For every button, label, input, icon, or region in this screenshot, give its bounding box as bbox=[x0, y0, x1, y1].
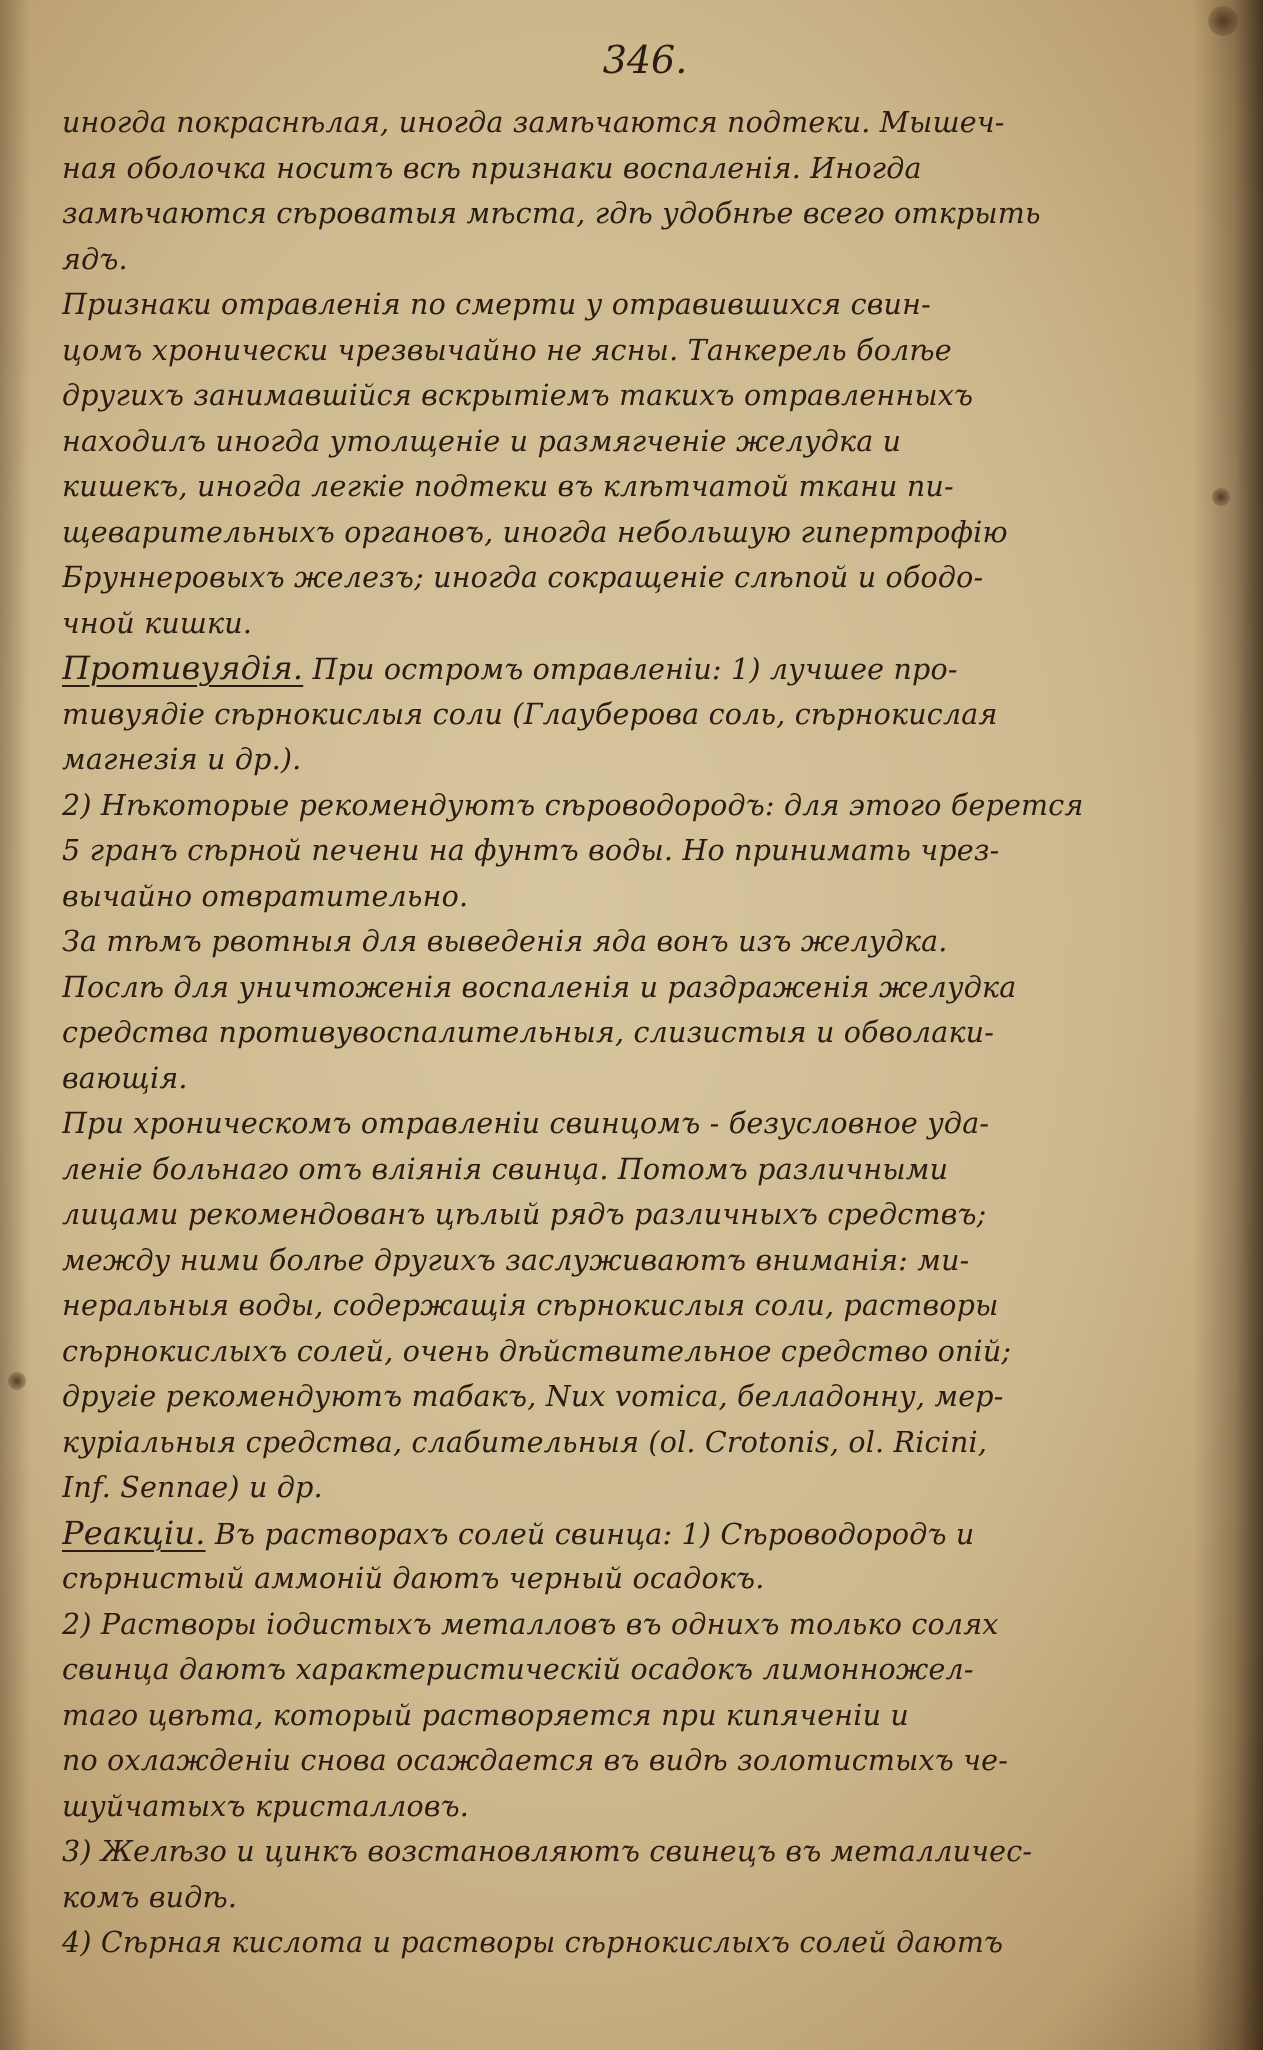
handwritten-text-block bbox=[62, 100, 1192, 1966]
line-text: При остромъ отравленіи: 1) лучшее про- bbox=[303, 653, 958, 686]
text-line bbox=[62, 874, 1192, 920]
line-text: кишекъ, иногда легкіе подтеки въ клѣтчатой ткани пи- bbox=[62, 470, 954, 503]
text-line bbox=[62, 1192, 1192, 1238]
text-line bbox=[62, 1238, 1192, 1284]
text-line bbox=[62, 783, 1192, 829]
line-text: по охлажденіи снова осаждается въ видѣ золотистыхъ че- bbox=[62, 1744, 1009, 1777]
text-line bbox=[62, 191, 1192, 237]
line-text: куріальныя средства, слабительныя (ol. Crotonis, ol. Ricini, bbox=[62, 1425, 988, 1459]
text-line bbox=[62, 1829, 1192, 1875]
line-text: щеварительныхъ органовъ, иногда небольшую гипертрофію bbox=[62, 515, 1008, 549]
line-text: шуйчатыхъ кристалловъ. bbox=[62, 1789, 470, 1823]
text-line bbox=[62, 1465, 1192, 1511]
line-text: таго цвѣта, который растворяется при кипяченіи и bbox=[62, 1698, 909, 1732]
ink-stain-right bbox=[1212, 488, 1230, 506]
page-edge-shadow bbox=[0, 0, 30, 2050]
line-text: цомъ хронически чрезвычайно не ясны. Танкерель болѣе bbox=[62, 333, 952, 367]
line-text: ядъ. bbox=[62, 242, 128, 276]
line-text: тивуядіе сѣрнокислыя соли (Глауберова соль, сѣрнокислая bbox=[62, 697, 998, 731]
text-line bbox=[62, 1147, 1192, 1193]
text-line bbox=[62, 692, 1192, 738]
line-text: средства противувоспалительныя, слизистыя и обволаки- bbox=[62, 1016, 995, 1049]
text-line bbox=[62, 1420, 1192, 1466]
line-text: Признаки отравленія по смерти у отравившихся свин- bbox=[62, 288, 931, 321]
text-line bbox=[62, 1647, 1192, 1693]
text-line bbox=[62, 1738, 1192, 1784]
text-line bbox=[62, 419, 1192, 465]
line-text: иногда покраснѣлая, иногда замѣчаются подтеки. Мышеч- bbox=[62, 106, 1005, 139]
text-line bbox=[62, 555, 1192, 601]
line-text: свинца даютъ характеристическій осадокъ лимонножел- bbox=[62, 1653, 974, 1686]
line-text: Бруннеровыхъ железъ; иногда сокращеніе слѣпой и ободо- bbox=[62, 561, 984, 594]
text-line bbox=[62, 965, 1192, 1011]
text-line bbox=[62, 601, 1192, 647]
line-text: 3) Желѣзо и цинкъ возстановляютъ свинецъ въ металличес- bbox=[62, 1835, 1033, 1868]
binding-shadow bbox=[1193, 0, 1263, 2050]
ink-stain-top-right bbox=[1208, 6, 1238, 36]
page-number: 346. bbox=[602, 38, 688, 82]
text-line bbox=[62, 510, 1192, 556]
text-line bbox=[62, 828, 1192, 874]
line-text: сѣрнистый аммоній даютъ черный осадокъ. bbox=[62, 1562, 765, 1595]
line-text: 2) Нѣкоторые рекомендуютъ сѣроводородъ: для этого берется bbox=[62, 788, 1084, 822]
text-line bbox=[62, 282, 1192, 328]
line-text: комъ видѣ. bbox=[62, 1880, 238, 1914]
text-line bbox=[62, 1101, 1192, 1147]
line-text: чной кишки. bbox=[62, 606, 253, 640]
text-line bbox=[62, 1329, 1192, 1375]
line-text: вающія. bbox=[62, 1061, 188, 1095]
text-line bbox=[62, 1010, 1192, 1056]
text-line bbox=[62, 1784, 1192, 1830]
line-text: Послѣ для уничтоженія воспаленія и раздраженія желудка bbox=[62, 970, 1017, 1004]
section-heading: Противуядія. bbox=[62, 649, 304, 687]
ink-stain-left bbox=[8, 1372, 26, 1390]
text-line bbox=[62, 737, 1192, 783]
text-line bbox=[62, 919, 1192, 965]
line-text: 2) Растворы іодистыхъ металловъ въ однихъ только солях bbox=[62, 1607, 999, 1641]
text-line bbox=[62, 1556, 1192, 1602]
text-line bbox=[62, 373, 1192, 419]
text-line bbox=[62, 1693, 1192, 1739]
line-text: магнезія и др.). bbox=[62, 743, 302, 776]
line-text: замѣчаются сѣроватыя мѣста, гдѣ удобнѣе всего открыть bbox=[62, 197, 1041, 230]
line-text: между ними болѣе другихъ заслуживаютъ вниманія: ми- bbox=[62, 1243, 970, 1277]
text-line bbox=[62, 237, 1192, 283]
line-text: лицами рекомендованъ цѣлый рядъ различныхъ средствъ; bbox=[62, 1198, 987, 1231]
text-line bbox=[62, 146, 1192, 192]
text-line bbox=[62, 328, 1192, 374]
text-line bbox=[62, 1920, 1192, 1966]
text-line bbox=[62, 1511, 1192, 1557]
line-text: вычайно отвратительно. bbox=[62, 879, 469, 913]
line-text: 4) Сѣрная кислота и растворы сѣрнокислыхъ солей даютъ bbox=[62, 1926, 1004, 1959]
line-text: Въ растворахъ солей свинца: 1) Сѣроводородъ и bbox=[205, 1517, 975, 1551]
section-heading: Реакціи. bbox=[62, 1513, 206, 1552]
line-text: За тѣмъ рвотныя для выведенія яда вонъ изъ желудка. bbox=[62, 925, 948, 958]
line-text: сѣрнокислыхъ солей, очень дѣйствительное средство опій; bbox=[62, 1334, 1012, 1368]
line-text: Inf. Sennae) и др. bbox=[62, 1471, 323, 1504]
line-text: находилъ иногда утолщеніе и размягченіе желудка и bbox=[62, 424, 902, 458]
line-text: другихъ занимавшійся вскрытіемъ такихъ отравленныхъ bbox=[62, 379, 974, 412]
line-text: неральныя воды, содержащія сѣрнокислыя соли, растворы bbox=[62, 1289, 999, 1322]
text-line bbox=[62, 1875, 1192, 1921]
line-text: 5 гранъ сѣрной печени на фунтъ воды. Но принимать чрез- bbox=[62, 834, 1000, 867]
text-line bbox=[62, 100, 1192, 146]
line-text: ная оболочка носитъ всѣ признаки воспаленія. Иногда bbox=[62, 151, 922, 185]
text-line bbox=[62, 1602, 1192, 1648]
line-text: леніе больнаго отъ вліянія свинца. Потомъ различными bbox=[62, 1152, 949, 1186]
line-text: другіе рекомендуютъ табакъ, Nux vomica, белладонну, мер- bbox=[62, 1380, 1004, 1413]
line-text: При хроническомъ отравленіи свинцомъ - безусловное уда- bbox=[62, 1107, 990, 1140]
text-line bbox=[62, 464, 1192, 510]
text-line bbox=[62, 1056, 1192, 1102]
text-line bbox=[62, 1374, 1192, 1420]
text-line bbox=[62, 1283, 1192, 1329]
text-line bbox=[62, 646, 1192, 692]
